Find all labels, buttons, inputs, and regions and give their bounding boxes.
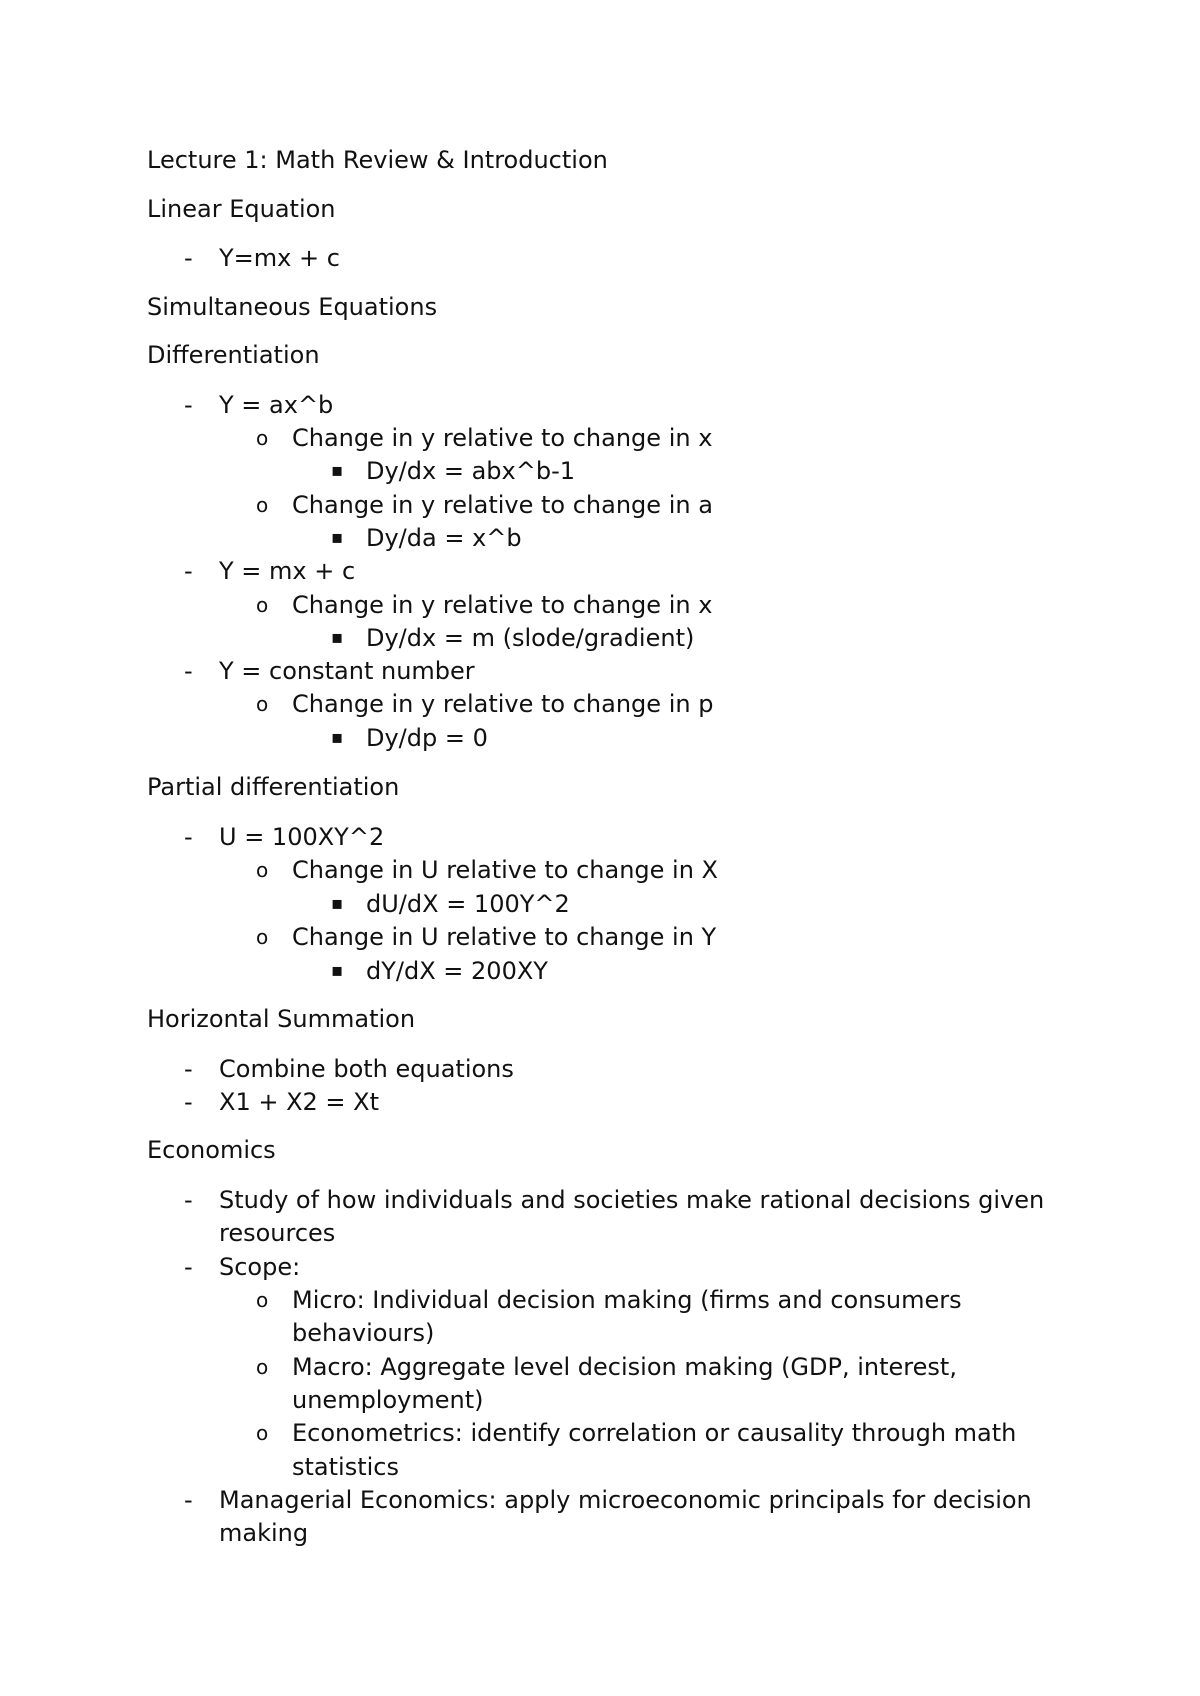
heading-text: Economics [147,1136,276,1164]
list-item-text: behaviours) [292,1319,435,1347]
square-bullet: ▪ [331,893,344,914]
heading-text: Partial differentiation [147,773,400,801]
square-bullet: ▪ [331,527,344,548]
dash-bullet: - [184,1253,193,1281]
heading-text: Horizontal Summation [147,1005,416,1033]
circle-bullet: o [256,1355,269,1379]
dash-bullet: - [184,244,193,272]
dash-bullet: - [184,1088,193,1116]
circle-bullet: o [256,692,269,716]
circle-bullet: o [256,593,269,617]
list-item-text: U = 100XY^2 [219,823,385,851]
square-bullet: ▪ [331,460,344,481]
list-item-text: dY/dX = 200XY [366,957,548,985]
dash-bullet: - [184,1055,193,1083]
list-item-text: Econometrics: identify correlation or causality through math [292,1419,1017,1447]
list-item-text: dU/dX = 100Y^2 [366,890,570,918]
dash-bullet: - [184,391,193,419]
list-item-text: Change in U relative to change in X [292,856,718,884]
circle-bullet: o [256,925,269,949]
list-item-text: Y = constant number [219,657,475,685]
square-bullet: ▪ [331,727,344,748]
list-item-text: Study of how individuals and societies make rational decisions given [219,1186,1045,1214]
circle-bullet: o [256,858,269,882]
list-item-text: Y = mx + c [219,557,356,585]
list-item-text: Change in y relative to change in a [292,491,713,519]
list-item-text: Y=mx + c [219,244,340,272]
list-item-text: Dy/dx = m (slode/gradient) [366,624,695,652]
circle-bullet: o [256,1288,269,1312]
list-item-text: Y = ax^b [219,391,334,419]
list-item-text: Change in U relative to change in Y [292,923,717,951]
page-title-text: Lecture 1: Math Review & Introduction [147,146,608,174]
circle-bullet: o [256,426,269,450]
list-item-text: Micro: Individual decision making (firms and consumers [292,1286,962,1314]
heading-text: Simultaneous Equations [147,293,438,321]
square-bullet: ▪ [331,627,344,648]
square-bullet: ▪ [331,960,344,981]
list-item-text: Dy/dx = abx^b-1 [366,457,575,485]
list-item-text: unemployment) [292,1386,484,1414]
list-item-text: Change in y relative to change in x [292,591,713,619]
list-item-text: Scope: [219,1253,301,1281]
list-item-text: statistics [292,1453,399,1481]
heading-text: Differentiation [147,341,320,369]
list-item-text: Managerial Economics: apply microeconomic principals for decision [219,1486,1032,1514]
circle-bullet: o [256,493,269,517]
dash-bullet: - [184,657,193,685]
list-item-text: resources [219,1219,336,1247]
list-item-text: Change in y relative to change in x [292,424,713,452]
list-item-text: Dy/da = x^b [366,524,522,552]
dash-bullet: - [184,1186,193,1214]
list-item-text: Macro: Aggregate level decision making (GDP, interest, [292,1353,957,1381]
list-item-text: Change in y relative to change in p [292,690,714,718]
list-item-text: Dy/dp = 0 [366,724,488,752]
circle-bullet: o [256,1421,269,1445]
dash-bullet: - [184,1486,193,1514]
heading-text: Linear Equation [147,195,336,223]
list-item-text: making [219,1519,309,1547]
dash-bullet: - [184,557,193,585]
list-item-text: X1 + X2 = Xt [219,1088,380,1116]
list-item-text: Combine both equations [219,1055,514,1083]
dash-bullet: - [184,823,193,851]
